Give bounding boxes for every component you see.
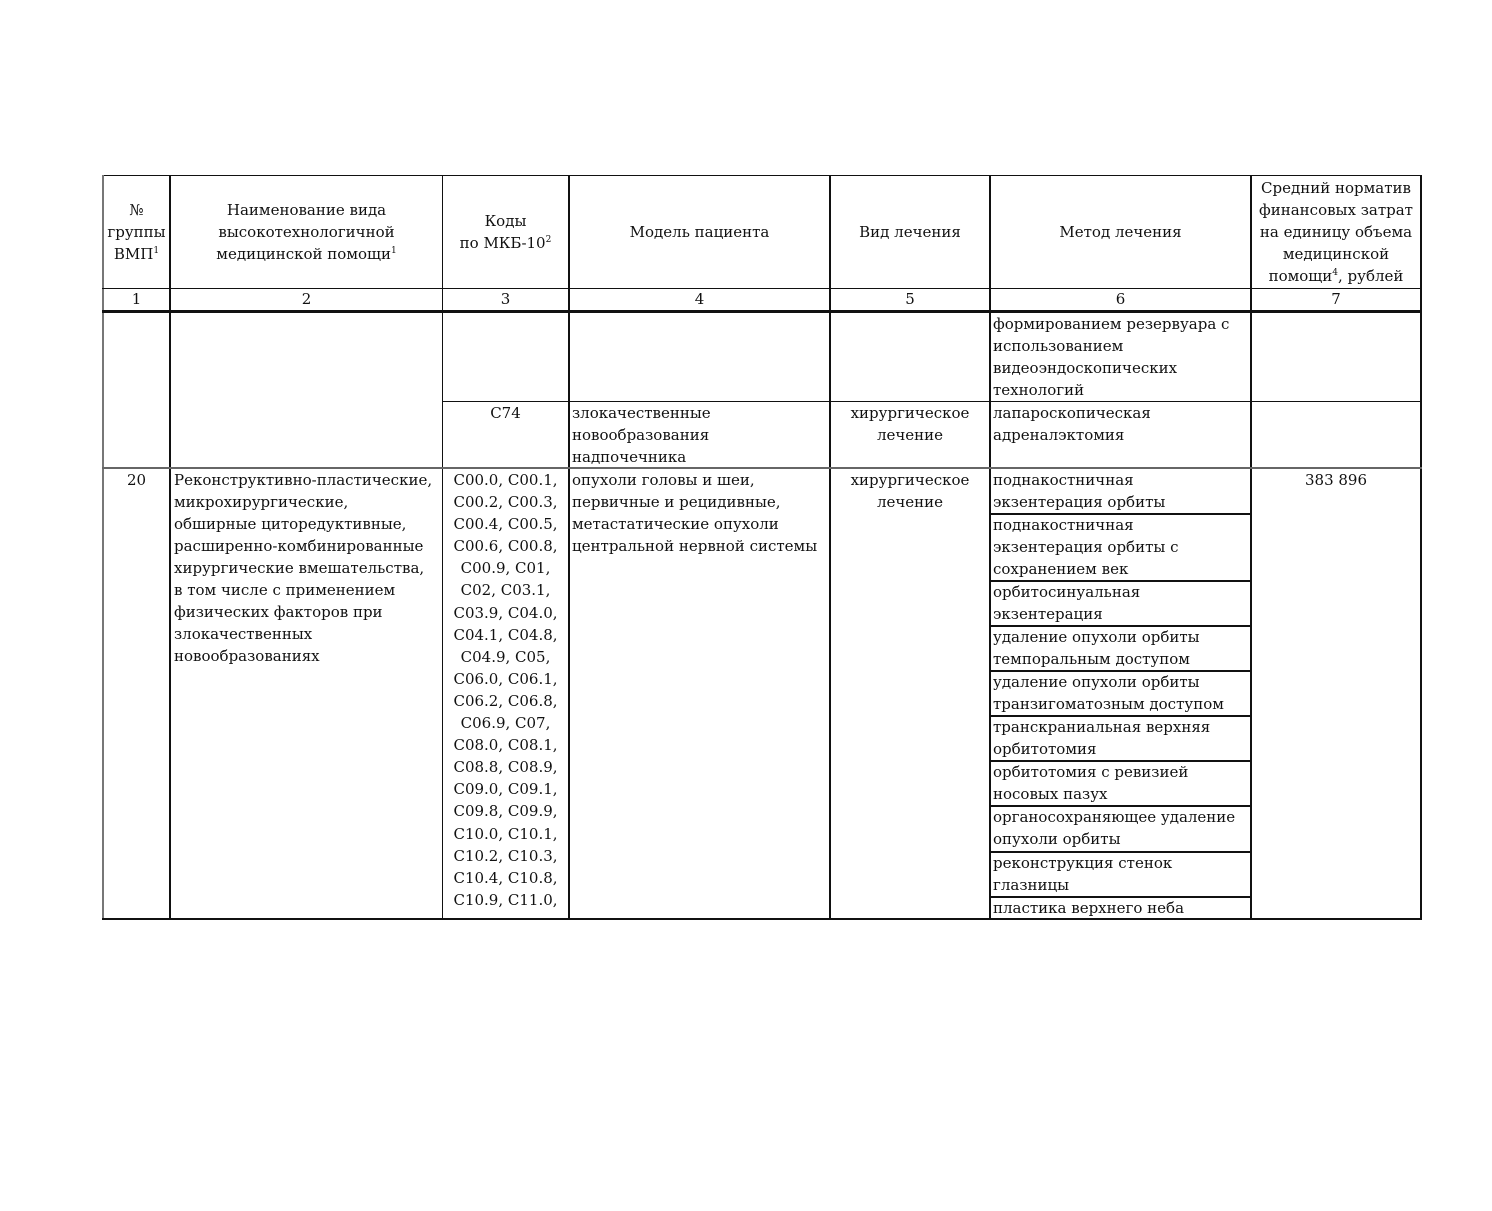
header-cost: Средний норматив финансовых затрат на единицу объема медицинской помощи$^4$, рублей — [1259, 178, 1413, 285]
method-item: орбитосинуальная экзентерация — [993, 583, 1141, 623]
icd-codes-c74: C74 — [490, 404, 521, 422]
method-item: удаление опухоли орбиты транзигоматозным доступом — [993, 673, 1224, 713]
column-number: 6 — [1115, 290, 1126, 308]
column-number: 1 — [131, 290, 142, 308]
header-treatment-method: Метод лечения — [1059, 222, 1182, 241]
column-number: 5 — [905, 290, 915, 308]
method-item: органосохраняющее удаление опухоли орбиты — [993, 808, 1236, 848]
column-number: 3 — [500, 290, 511, 308]
patient-model: опухоли головы и шеи, первичные и рецидивные, метастатические опухоли центральной нервной системы — [572, 471, 818, 555]
icd-codes-list: C00.0, C00.1, C00.2, C00.3, C00.4, C00.5, C00.6, C00.8, C00.9, C01, C02, C03.1, C03.9, C04.0, C04.1, C04.8, C04.9, C05, C06.0, C06.1, C06.2, C06.8, C06.9, C07, C08.0, C08.1, C08.8, C08.9, C09.0, C09.1, C09.8, C09.9, C10.0, C10.1, C10.2, C10.3, C10.4, C10.8, C10.9, C11.0, — [453, 471, 558, 909]
method-item: пластика верхнего неба — [993, 899, 1185, 917]
treatment-type: хирургическое лечение — [850, 471, 970, 511]
header-care-type: Наименование вида высокотехнологичной медицинской помощи$^1$ — [216, 200, 397, 263]
method-item: поднакостничная экзентерация орбиты с сохранением век — [993, 516, 1179, 578]
method-item: поднакостничная экзентерация орбиты — [993, 471, 1166, 511]
cost-value: 383 896 — [1304, 471, 1368, 489]
col-divider — [1420, 175, 1422, 920]
patient-model-c74: злокачественные новообразования надпочечника — [572, 404, 711, 466]
method-item: удаление опухоли орбиты темпоральным доступом — [993, 628, 1200, 668]
column-number: 4 — [694, 290, 705, 308]
header-icd-codes: Коды по МКБ-$10^2$ — [459, 211, 552, 252]
method-cell-continuation: формированием резервуара с использованием видеоэндоскопических технологий — [993, 315, 1230, 399]
header-patient-model: Модель пациента — [629, 222, 770, 241]
method-item: транскраниальная верхняя орбитотомия — [993, 718, 1211, 758]
method-item: орбитотомия с ревизией носовых пазух — [993, 763, 1189, 803]
header-group-number: № группы ВМП$^1$ — [107, 200, 166, 263]
group-number: 20 — [126, 471, 147, 489]
method-item: реконструкция стенок глазницы — [993, 854, 1173, 894]
method-c74: лапароскопическая адреналэктомия — [993, 404, 1151, 444]
treatment-type-c74: хирургическое лечение — [850, 404, 970, 444]
header-treatment-type: Вид лечения — [859, 222, 961, 241]
care-type-name: Реконструктивно-пластические, микрохирургические, обширные циторедуктивные, расширенно-комбинированные хирургические вмешательства, в том числе с применением физических факторов при злокачественных новообразованиях — [174, 471, 433, 665]
column-number: 2 — [301, 290, 312, 308]
column-number: 7 — [1331, 290, 1341, 308]
